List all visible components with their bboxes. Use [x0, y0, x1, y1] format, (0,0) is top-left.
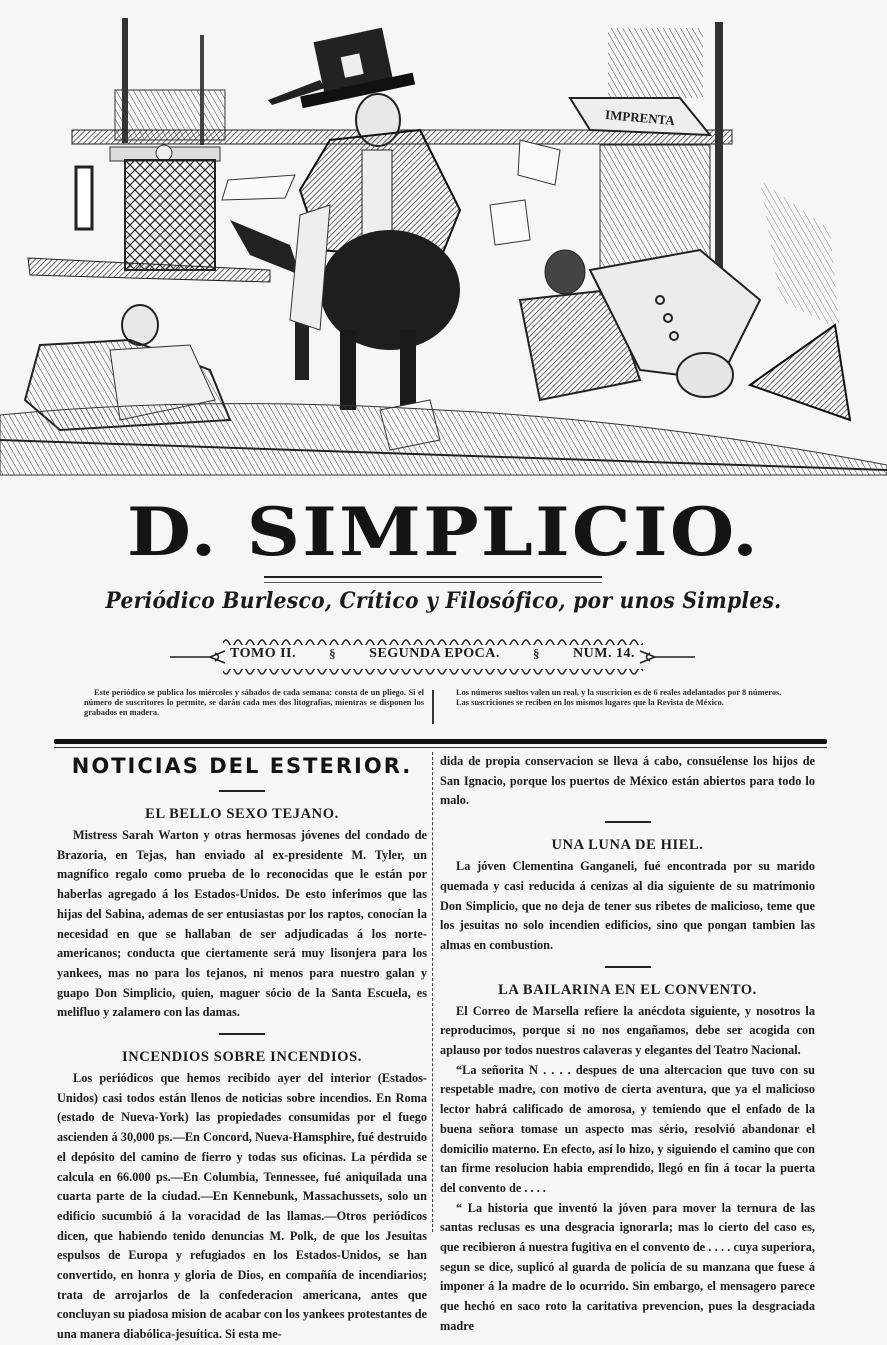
article-body: “La señorita N . . . . despues de una altercacion que tuvo con su respetable madre, con motivo de cierta aventura, que ya el malicioso lector habrá calificado de amorosa, y temiendo que el enfado de la buena señora tomase un aspecto mas sério, resolvió abandonar el domicilio materno. En efecto, así lo hizo, y siguiendo el camino que con tan firme resolucion habia emprendido, llegó en fin á tocar la puerta del convento de . . . .: [440, 1062, 815, 1195]
masthead-rule: [264, 576, 602, 583]
article-body: La jóven Clementina Ganganeli, fué encontrada por su marido quemada y casi reducida á cenizas al dia siguiente de su matrimonio Don Simplicio, que no deja de tener sus ribetes de malicioso, teme que los jesuitas no solo incendien edificios, sino que pongan tambien las almas en combustion.: [440, 859, 815, 952]
short-rule: [605, 966, 651, 968]
ornament-arrow-left-icon: [170, 649, 230, 665]
short-rule: [605, 821, 651, 823]
ornament-wave-top: [223, 637, 643, 645]
masthead-subtitle: Periódico Burlesco, Crítico y Filosófico, por unos Simples.: [105, 588, 782, 614]
imprenta-sign: IMPRENTA: [604, 106, 676, 129]
masthead-title: D. SIMPLICIO.: [126, 493, 761, 571]
publication-schedule-text: Este periódico se publica los miércoles y sábados de cada semana: consta de un pliego. Si el número de suscritores lo permite, se darán cada mes dos litografías, mientras se disponen los grabados en madera.: [84, 688, 424, 717]
tomo-label: TOMO II.: [230, 646, 296, 661]
section-title: NOTICIAS DEL ESTERIOR.: [71, 754, 413, 778]
column-divider: [432, 752, 433, 1232]
issue-info-row: [230, 646, 635, 662]
heavy-rule: [54, 739, 827, 744]
article-body: “ La historia que inventó la jóven para mover la ternura de las santas reclusas es una desgracia ignorarla; mas lo cierto del caso es, que recibieron á nuestra fugitiva en el convento de . . . . cuya superiora, segun se dice, suplicó al guarda de policía de su manzana que fuese á imponer á la madre de lo ocurrido. Sin embargo, el mensagero parece que hechó en saco roto la caritativa prevencion, pues la desgraciada madre: [440, 1200, 815, 1333]
issue-number: NUM. 14.: [573, 646, 635, 661]
price-text: Los números sueltos valen un real, y la suscricion es de 6 reales adelantados por 8 números.: [456, 688, 782, 697]
column-left: [57, 752, 427, 1345]
short-rule: [219, 1033, 265, 1035]
ornament-separator-icon: §: [329, 646, 337, 661]
subscription-text: Las suscriciones se reciben en los mismos lugares que la Revista de México.: [456, 698, 724, 707]
ornament-separator-icon: §: [532, 646, 540, 661]
article-headline: INCENDIOS SOBRE INCENDIOS.: [121, 1049, 362, 1066]
epoca-label: SEGUNDA EPOCA.: [369, 646, 500, 661]
article-body-continued: dida de propia conservacion se lleva á cabo, consuélense los hijos de San Ignacio, porque los puertos de México están abiertos para todo lo malo.: [440, 754, 815, 808]
ornament-arrow-right-icon: [635, 649, 695, 665]
notes-divider: [432, 690, 434, 724]
article-body: El Correo de Marsella refiere la anécdota siguiente, y nosotros la reproducimos, porque si no nos engañamos, debe ser acogida con aplauso por todos nuestros calaveras y elegantes del Teatro Nacional.: [440, 1003, 815, 1058]
publication-note-left: [84, 688, 424, 718]
article-headline: EL BELLO SEXO TEJANO.: [145, 806, 339, 822]
article-body: Mistress Sarah Warton y otras hermosas jóvenes del condado de Brazoria, en Tejas, han enviado al ex-presidente M. Tyler, un magnífico regalo como prueba de lo reconocidas que le están por haberlas agregado á los Estados-Unidos. De esto inferimos que las hijas del Sabina, ademas de ser entusiastas por los raptos, conocían la necesidad en que se hallaban de ser adjudicadas á los norte-americanos; conducta que ciertamente será muy lisonjera para los yankees, mas no para los tejanos, ni menos para nuestro galan y guapo Don Simplicio, quien, maguer sócio de la Santa Escuela, es melifluo y zalamero con las damas.: [57, 828, 427, 1020]
woodcut-illustration: [0, 0, 887, 480]
ornament-wave-bottom: [223, 669, 643, 677]
issue-banner: [170, 637, 695, 677]
article-headline: LA BAILARINA EN EL CONVENTO.: [498, 981, 757, 998]
short-rule: [219, 790, 265, 792]
article-headline: UNA LUNA DE HIEL.: [551, 837, 704, 854]
thin-rule: [54, 747, 827, 748]
column-right: [440, 752, 815, 1337]
publication-note-right: [446, 688, 786, 708]
article-body: Los periódicos que hemos recibido ayer del interior (Estados-Unidos) casi todos están llenos de noticias sobre incendios. En Roma (estado de Nueva-York) las propiedades consumidas por el fuego ascienden á 30,000 ps.—En Concord, Nueva-Hamsphire, fué destruido el depósito del camino de fierro y todas sus oficinas. La pérdida se calcula en 66.000 ps.—En Columbia, Tennessee, fué aniquilada una cuarta parte de la ciudad.—En Kennebunk, Massachussets, solo un edificio sucumbió á la voracidad de las llamas.—Otros periódicos dicen, que habiendo tenido denuncias M. Polk, de que los Jesuitas espulsos de Europa y refugiados en los Estados-Unidos, se han convertido, en honra y gloria de Dios, en compañía de incendiarios; trata de arrojarlos de la confederacion americana, antes que concluyan su piadosa mision de acabar con los yankees protestantes de una manera diabólica-jesuítica. Si esta me-: [57, 1071, 427, 1342]
